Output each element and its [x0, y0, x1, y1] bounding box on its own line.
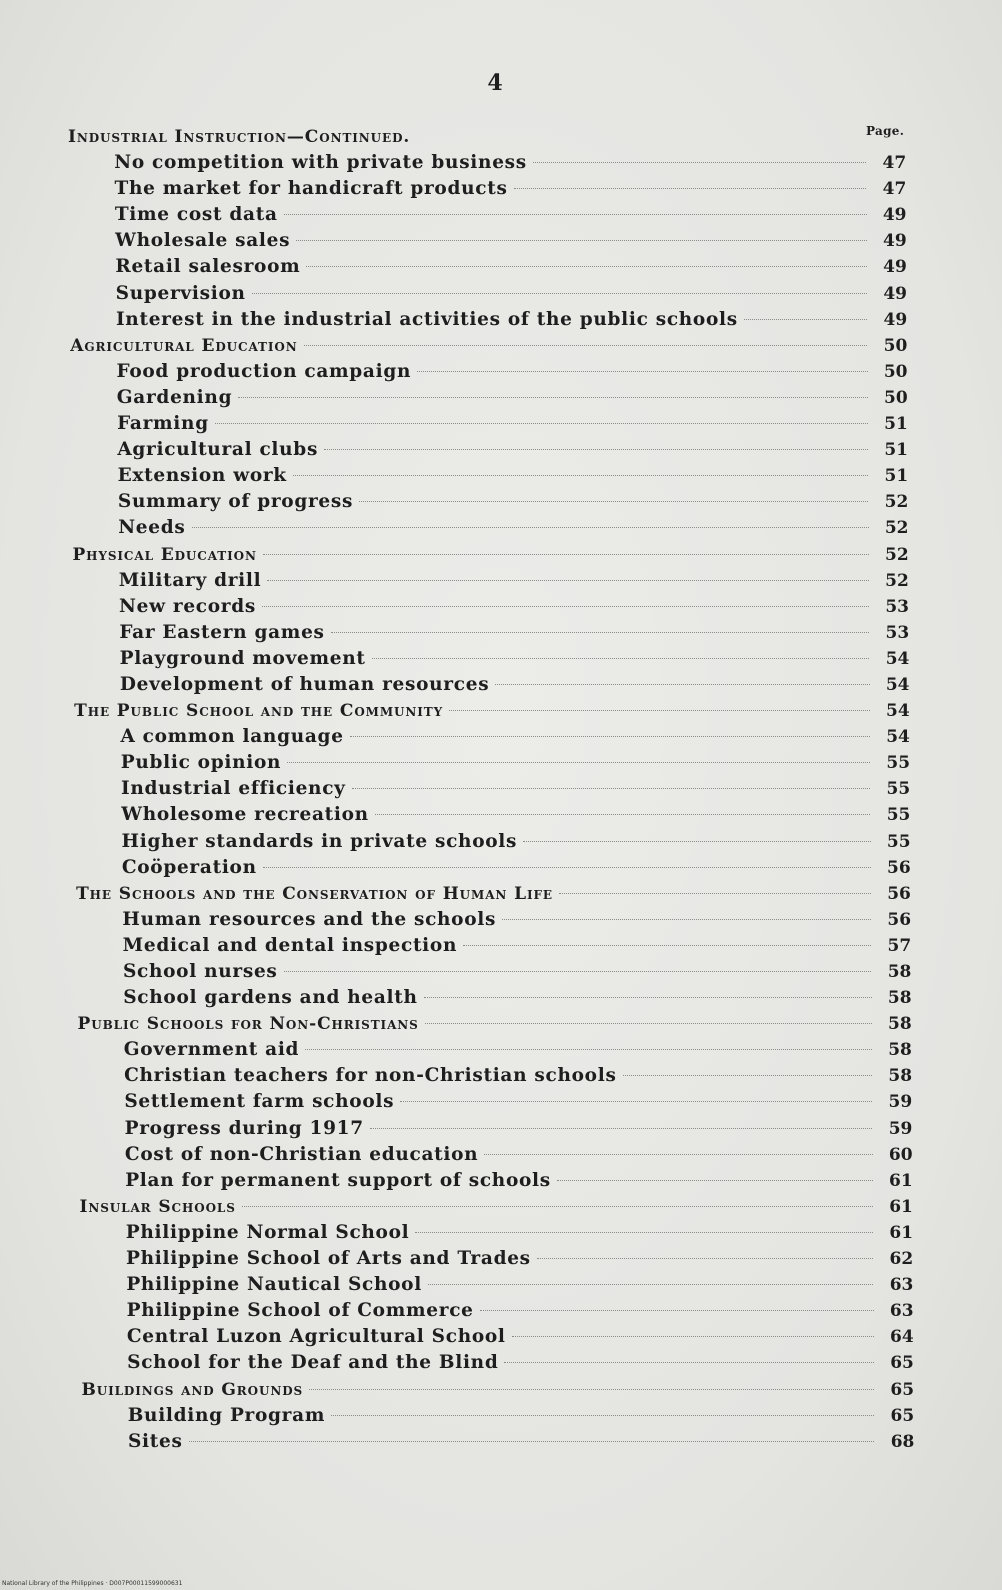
dot-leader — [215, 423, 868, 424]
toc-page-number: 57 — [887, 935, 912, 956]
toc-entry-label: Gardening — [116, 386, 233, 408]
toc-entry — [0, 1220, 913, 1246]
dot-leader — [502, 919, 871, 920]
toc-entry-label: Summary of progress — [117, 491, 354, 513]
toc-entry-label: Time cost data — [114, 204, 278, 226]
toc-entry-label: Industrial Instruction—Continued. — [68, 127, 411, 147]
dot-leader — [480, 1310, 874, 1311]
dot-leader — [324, 449, 868, 450]
toc-page-number: 49 — [883, 257, 907, 278]
toc-entry — [0, 1272, 913, 1298]
toc-entry-label: Cost of non-Christian education — [124, 1143, 479, 1165]
dot-leader — [400, 1101, 872, 1102]
toc-entry-label: School nurses — [122, 961, 278, 982]
toc-entry-label: Interest in the industrial activities of the public schools — [115, 308, 738, 330]
toc-page-number: 50 — [884, 387, 908, 408]
toc-entry — [0, 1168, 913, 1194]
toc-entry-label: Wholesome recreation — [121, 804, 369, 826]
toc-page-number: 55 — [886, 831, 911, 852]
dot-leader — [523, 841, 870, 842]
toc-entry-label: The market for handicraft products — [114, 178, 508, 200]
toc-entry — [0, 959, 911, 985]
toc-entry-label: Government aid — [123, 1039, 300, 1061]
dot-leader — [284, 214, 867, 215]
dot-leader — [287, 762, 870, 763]
toc-entry — [0, 933, 911, 959]
toc-page-number: 61 — [889, 1170, 913, 1191]
dot-leader — [252, 293, 867, 294]
toc-page-number: 58 — [888, 1040, 912, 1061]
toc-entry-label: Medical and dental inspection — [122, 934, 458, 956]
dot-leader — [375, 814, 871, 815]
dot-leader — [352, 788, 871, 789]
toc-entry-label: Plan for permanent support of schools — [125, 1169, 551, 1191]
toc-page-number: 59 — [888, 1092, 913, 1113]
toc-entry — [0, 202, 907, 228]
toc-page-number: 60 — [888, 1144, 913, 1165]
dot-leader — [306, 266, 866, 267]
toc-page-number: 49 — [883, 309, 908, 330]
toc-entry — [0, 750, 910, 776]
toc-entry — [0, 568, 909, 594]
toc-entry-label: School for the Deaf and the Blind — [127, 1352, 499, 1374]
toc-page-number: 52 — [885, 570, 909, 591]
toc-page-number: 51 — [884, 414, 908, 435]
dot-leader — [495, 684, 869, 685]
toc-entry-label: Public Schools for Non-Christians — [77, 1014, 419, 1035]
toc-page-number: 58 — [888, 1014, 912, 1035]
toc-page-number: 54 — [885, 674, 910, 695]
toc-entry-label: Christian teachers for non-Christian schools — [124, 1065, 617, 1087]
toc-entry-label: Buildings and Grounds — [81, 1379, 304, 1400]
toc-entry — [0, 254, 907, 280]
toc-page-number: 55 — [886, 753, 911, 774]
toc-page-number: 52 — [885, 544, 909, 565]
toc-page-number: 59 — [888, 1118, 913, 1139]
toc-page-number: 49 — [883, 283, 907, 304]
toc-page-number: 50 — [883, 335, 908, 356]
toc-page-number: 62 — [889, 1249, 914, 1270]
toc-page-number: 55 — [886, 805, 911, 826]
dot-leader — [242, 1206, 873, 1207]
toc-entry-label: Insular Schools — [79, 1196, 236, 1217]
toc-entry — [0, 829, 911, 855]
toc-page-number: 54 — [886, 727, 910, 748]
dot-leader — [428, 1284, 873, 1285]
dot-leader — [623, 1075, 872, 1076]
dot-leader — [425, 1023, 872, 1024]
dot-leader — [189, 1441, 875, 1442]
toc-entry — [0, 1403, 914, 1429]
toc-entry-label: Higher standards in private schools — [121, 830, 518, 852]
toc-entry — [0, 489, 908, 515]
toc-entry-label: Central Luzon Agricultural School — [126, 1326, 506, 1348]
dot-leader — [238, 397, 867, 398]
dot-leader — [262, 606, 869, 607]
toc-section-heading — [0, 1194, 913, 1220]
toc-section-heading — [0, 1377, 914, 1403]
dot-leader — [296, 240, 866, 241]
toc-entry-label: Needs — [118, 517, 186, 539]
toc-entry — [0, 1142, 913, 1168]
dot-leader — [263, 554, 869, 555]
toc-page-number: 58 — [888, 1066, 913, 1087]
toc-entry-label: Development of human resources — [119, 673, 490, 695]
toc-entry-label: Philippine School of Commerce — [126, 1300, 474, 1322]
dot-leader — [350, 736, 870, 737]
toc-entry — [0, 359, 908, 385]
toc-entry — [0, 620, 909, 646]
toc-section-heading — [0, 124, 906, 150]
dot-leader — [514, 188, 867, 189]
toc-entry-label: Coöperation — [121, 856, 257, 878]
toc-entry-label: Philippine Nautical School — [126, 1274, 422, 1296]
toc-entry-label: Industrial efficiency — [121, 778, 346, 800]
scan-footer-caption: National Library of the Philippines · D007P00011599000631 — [2, 1580, 183, 1587]
dot-leader — [449, 710, 870, 711]
toc-entry — [0, 724, 910, 750]
dot-leader — [331, 1415, 874, 1416]
toc-entry — [0, 646, 909, 672]
toc-entry-label: Physical Education — [72, 544, 257, 565]
toc-page-number: 51 — [884, 440, 909, 461]
toc-entry — [0, 385, 908, 411]
toc-page-number: 56 — [887, 883, 911, 904]
toc-entry — [0, 307, 907, 333]
toc-section-heading — [0, 881, 911, 907]
toc-entry-label: New records — [119, 595, 256, 617]
toc-entry — [0, 594, 909, 620]
toc-entry-label: Far Eastern games — [119, 621, 325, 643]
toc-entry-label: A common language — [120, 726, 344, 748]
dot-leader — [293, 475, 868, 476]
dot-leader — [484, 1154, 872, 1155]
toc-page-number: 65 — [890, 1379, 915, 1400]
toc-entry-label: Philippine School of Arts and Trades — [126, 1248, 531, 1270]
toc-page-number: 49 — [882, 205, 907, 226]
dot-leader — [372, 658, 870, 659]
dot-leader — [744, 319, 867, 320]
toc-section-heading — [0, 698, 910, 724]
toc-page-number: 52 — [884, 492, 909, 513]
toc-entry — [0, 176, 906, 202]
toc-entry-label: Philippine Normal School — [125, 1221, 410, 1243]
toc-page-number: 51 — [884, 466, 909, 487]
toc-entry-label: Wholesale sales — [115, 230, 291, 252]
toc-entry — [0, 281, 907, 307]
toc-entry — [0, 1246, 913, 1272]
dot-leader — [359, 501, 868, 502]
toc-entry — [0, 150, 906, 176]
toc-entry — [0, 776, 910, 802]
toc-entry — [0, 1089, 912, 1115]
toc-entry-label: Building Program — [127, 1404, 326, 1426]
dot-leader — [263, 867, 871, 868]
toc-page-number: 54 — [886, 701, 910, 722]
toc-entry-label: Agricultural clubs — [117, 439, 319, 461]
dot-leader — [267, 580, 868, 581]
dot-leader — [192, 527, 869, 528]
toc-page-number: 49 — [883, 231, 907, 252]
toc-entry — [0, 411, 908, 437]
dot-leader — [304, 345, 868, 346]
toc-entry — [0, 907, 911, 933]
toc-page-number: 64 — [890, 1327, 914, 1348]
toc-entry — [0, 1350, 914, 1376]
toc-entry — [0, 1324, 914, 1350]
dot-leader — [537, 1258, 873, 1259]
toc-entry-label: The Public School and the Community — [74, 701, 444, 722]
toc-section-heading — [0, 1011, 912, 1037]
toc-page-number: 56 — [887, 909, 912, 930]
dot-leader — [463, 945, 871, 946]
dot-leader — [305, 1049, 872, 1050]
dot-leader — [559, 893, 871, 894]
toc-entry-label: Retail salesroom — [115, 256, 301, 278]
toc-entry-label: Military drill — [118, 569, 262, 591]
dot-leader — [504, 1362, 873, 1363]
toc-page-number: 65 — [890, 1405, 915, 1426]
toc-page-number: 56 — [887, 857, 911, 878]
toc-entry-label: Public opinion — [120, 752, 282, 774]
toc-page-number: 63 — [889, 1301, 914, 1322]
toc-section-heading — [0, 542, 909, 568]
toc-entry-label: Farming — [117, 413, 209, 435]
toc-entry — [0, 515, 909, 541]
toc-page-number: 47 — [882, 179, 907, 200]
toc-page-number: 61 — [889, 1196, 913, 1217]
toc-entry-label: Extension work — [117, 465, 287, 487]
toc-page-number: 68 — [890, 1431, 915, 1452]
toc-entry — [0, 985, 912, 1011]
toc-entry-label: Agricultural Education — [70, 335, 298, 356]
dot-leader — [309, 1389, 874, 1390]
toc-page-number: 53 — [885, 622, 910, 643]
toc-page-number: 58 — [887, 962, 912, 982]
dot-leader — [424, 997, 872, 998]
dot-leader — [415, 1232, 873, 1233]
toc-entry-label: Settlement farm schools — [124, 1091, 395, 1113]
toc-entry — [0, 228, 907, 254]
dot-leader — [331, 632, 870, 633]
toc-entry-label: No competition with private business — [114, 152, 527, 174]
dot-leader — [512, 1336, 874, 1337]
toc-page-number: 54 — [885, 648, 910, 669]
toc-entry-label: Progress during 1917 — [124, 1117, 364, 1139]
toc-entry — [0, 672, 910, 698]
toc-entry-label: Sites — [128, 1430, 183, 1452]
page-column-header: Page. — [866, 124, 905, 138]
toc-entry — [0, 1063, 912, 1089]
toc-page-number: 63 — [889, 1275, 914, 1296]
toc-entry — [0, 802, 910, 828]
toc-page-number: 58 — [887, 988, 912, 1009]
dot-leader — [370, 1128, 873, 1129]
toc-entry — [0, 855, 911, 881]
toc-entry — [0, 463, 908, 489]
toc-entry — [0, 1037, 912, 1063]
toc-page-number: 52 — [884, 518, 909, 539]
toc-section-heading — [0, 333, 907, 359]
toc-entry-label: Supervision — [115, 282, 246, 304]
page-number: 4 — [487, 70, 503, 96]
toc-entry-label: Human resources and the schools — [122, 908, 497, 930]
toc-entry — [0, 437, 908, 463]
toc-page-number: 47 — [882, 153, 907, 174]
table-of-contents — [0, 124, 1002, 1455]
toc-entry-label: School gardens and health — [123, 987, 418, 1009]
toc-entry-label: Playground movement — [119, 647, 366, 669]
toc-page-number: 53 — [885, 596, 910, 617]
toc-entry — [0, 1298, 914, 1324]
toc-page-number: 55 — [886, 779, 911, 800]
toc-entry-label: Food production campaign — [116, 360, 412, 382]
toc-page-number: 61 — [889, 1222, 914, 1243]
toc-entry-label: The Schools and the Conservation of Human Life — [76, 883, 553, 904]
dot-leader — [284, 971, 872, 972]
dot-leader — [533, 162, 866, 163]
toc-page-number: 50 — [883, 361, 908, 382]
toc-entry — [0, 1116, 912, 1142]
dot-leader — [417, 371, 867, 372]
toc-page-number: 65 — [890, 1353, 914, 1374]
toc-entry — [0, 1429, 914, 1455]
dot-leader — [557, 1180, 873, 1181]
